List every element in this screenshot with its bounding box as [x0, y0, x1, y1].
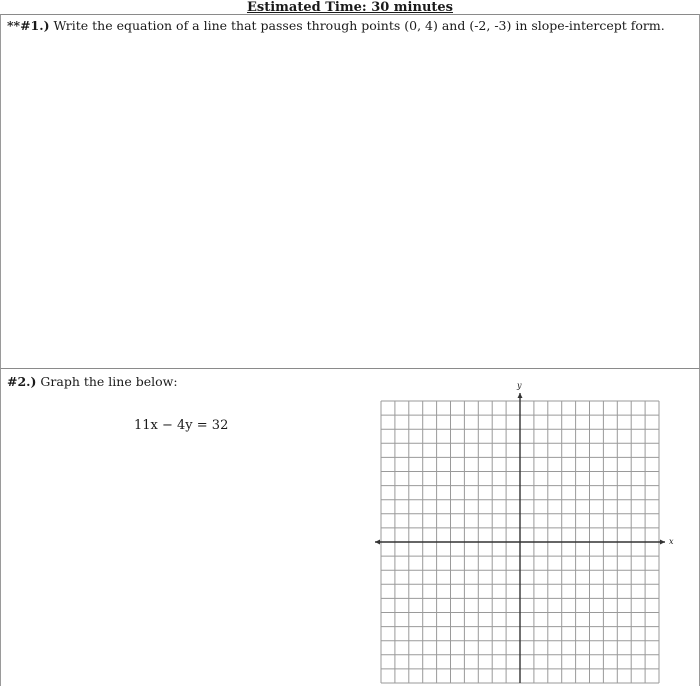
y-axis-label: y — [517, 381, 522, 390]
question-2-text: Graph the line below: — [36, 374, 178, 389]
question-2-number: #2.) — [7, 374, 37, 389]
x-axis-arrow-left-icon — [375, 540, 380, 545]
question-2-box — [0, 368, 700, 686]
estimated-time-text: Estimated Time: 30 minutes — [246, 0, 453, 15]
y-axis-arrow-up-icon — [518, 393, 523, 398]
estimated-time-header — [0, 0, 700, 14]
question-1-text: Write the equation of a line that passes through points (0, 4) and (-2, -3) in slope-intercept form. — [49, 18, 665, 33]
x-axis-arrow-right-icon — [660, 540, 665, 545]
equation-to-graph: 11x − 4y = 32 — [134, 418, 229, 433]
question-1-box — [0, 14, 700, 369]
question-1-number: **#1.) — [7, 18, 50, 33]
question-1-prompt — [7, 18, 665, 33]
x-axis-label: x — [669, 537, 674, 546]
coordinate-grid[interactable] — [1, 369, 699, 686]
